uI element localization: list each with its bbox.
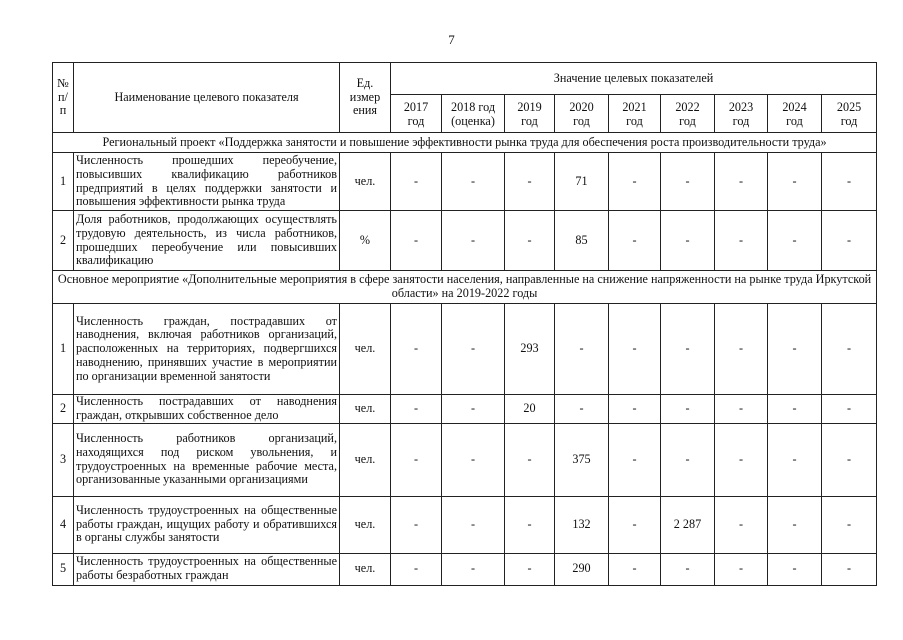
header-year: 2021 bbox=[622, 99, 647, 114]
table-row bbox=[53, 211, 877, 271]
value-cell: - bbox=[661, 395, 715, 424]
header-year-cell bbox=[391, 95, 442, 133]
value-cell: - bbox=[391, 496, 442, 553]
table-header bbox=[53, 63, 877, 133]
value-cell: - bbox=[442, 496, 505, 553]
value-cell: - bbox=[609, 395, 661, 424]
header-year: 2025 bbox=[836, 99, 862, 114]
header-year-sub: год bbox=[626, 113, 643, 128]
value-cell: - bbox=[768, 395, 822, 424]
header-year-sub: год bbox=[573, 113, 590, 128]
page-number: 7 bbox=[448, 32, 455, 47]
value-cell: 290 bbox=[555, 553, 609, 585]
value-cell: - bbox=[442, 304, 505, 395]
header-year-sub: год bbox=[786, 113, 803, 128]
value-cell: 20 bbox=[505, 395, 555, 424]
header-values-group: Значение целевых показателей bbox=[391, 63, 877, 95]
value-cell: - bbox=[391, 304, 442, 395]
value-cell: 293 bbox=[505, 304, 555, 395]
value-cell: - bbox=[505, 423, 555, 496]
value-cell: 71 bbox=[555, 153, 609, 211]
indicator-name: Численность работников организаций, находящихся под риском увольнения, и трудоустроенных на временные рабочие места, организованные указанными организациями bbox=[74, 423, 340, 496]
value-cell: - bbox=[555, 395, 609, 424]
value-cell: - bbox=[609, 423, 661, 496]
value-cell: - bbox=[715, 153, 768, 211]
value-cell: - bbox=[768, 304, 822, 395]
indicator-name: Доля работников, продолжающих осуществлять трудовую деятельность, из числа работников, прошедших переобучение или повысивших квалификацию bbox=[74, 211, 340, 271]
value-cell: - bbox=[391, 211, 442, 271]
header-unit: Ед. измер ения bbox=[340, 63, 391, 133]
header-year: 2019 bbox=[517, 99, 542, 114]
header-year-sub: год bbox=[679, 113, 696, 128]
value-cell: - bbox=[768, 496, 822, 553]
value-cell: 375 bbox=[555, 423, 609, 496]
value-cell: - bbox=[442, 211, 505, 271]
value-cell: - bbox=[768, 153, 822, 211]
row-number: 5 bbox=[53, 553, 74, 585]
value-cell: - bbox=[661, 423, 715, 496]
value-cell: - bbox=[822, 395, 877, 424]
value-cell: - bbox=[661, 553, 715, 585]
table-row bbox=[53, 496, 877, 553]
value-cell: - bbox=[609, 496, 661, 553]
table-row bbox=[53, 395, 877, 424]
value-cell: - bbox=[822, 153, 877, 211]
value-cell: - bbox=[822, 496, 877, 553]
header-year-cell bbox=[505, 95, 555, 133]
indicator-name: Численность пострадавших от наводнения граждан, открывших собственное дело bbox=[74, 395, 340, 424]
header-year-cell bbox=[442, 95, 505, 133]
header-year-cell bbox=[715, 95, 768, 133]
indicator-name: Численность трудоустроенных на общественные работы безработных граждан bbox=[74, 553, 340, 585]
value-cell: 132 bbox=[555, 496, 609, 553]
header-year-sub: (оценка) bbox=[451, 113, 495, 128]
header-year: 2024 bbox=[782, 99, 807, 114]
section-title: Региональный проект «Поддержка занятости и повышение эффективности рынка труда для обеспечения роста производительности труда» bbox=[53, 133, 877, 153]
value-cell: - bbox=[715, 496, 768, 553]
value-cell: - bbox=[505, 153, 555, 211]
header-year: 2017 bbox=[403, 99, 429, 114]
header-year-sub: год bbox=[732, 113, 750, 128]
value-cell: - bbox=[505, 496, 555, 553]
value-cell: - bbox=[391, 395, 442, 424]
indicator-name: Численность прошедших переобучение, повысивших квалификацию работников предприятий в целях поддержки занятости и повышения эффективности рынка труда bbox=[74, 153, 340, 211]
table-row bbox=[53, 304, 877, 395]
header-year-cell bbox=[822, 95, 877, 133]
value-cell: - bbox=[609, 553, 661, 585]
value-cell: - bbox=[715, 211, 768, 271]
value-cell: - bbox=[505, 553, 555, 585]
header-year-cell bbox=[555, 95, 609, 133]
header-year-cell bbox=[661, 95, 715, 133]
section-row bbox=[53, 133, 877, 153]
header-year-cell bbox=[609, 95, 661, 133]
row-number: 4 bbox=[53, 496, 74, 553]
value-cell: - bbox=[505, 211, 555, 271]
value-cell: - bbox=[609, 304, 661, 395]
header-year-sub: год bbox=[840, 113, 858, 128]
table-row bbox=[53, 553, 877, 585]
value-cell: - bbox=[391, 553, 442, 585]
value-cell: - bbox=[442, 395, 505, 424]
table-row bbox=[53, 153, 877, 211]
value-cell: - bbox=[442, 153, 505, 211]
table-body bbox=[53, 133, 877, 586]
header-year-sub: год bbox=[407, 113, 425, 128]
value-cell: - bbox=[442, 553, 505, 585]
indicator-name: Численность граждан, пострадавших от наводнения, включая работников организаций, расположенных на территориях, подвергшихся наводнению, принявших участие в мероприятии по организации временной занятости bbox=[74, 304, 340, 395]
header-year-cell bbox=[768, 95, 822, 133]
unit: чел. bbox=[340, 423, 391, 496]
value-cell: - bbox=[822, 553, 877, 585]
header-year: 2020 bbox=[569, 99, 594, 114]
value-cell: - bbox=[391, 153, 442, 211]
value-cell: - bbox=[661, 211, 715, 271]
unit: чел. bbox=[340, 304, 391, 395]
value-cell: - bbox=[661, 304, 715, 395]
value-cell: - bbox=[715, 395, 768, 424]
row-number: 1 bbox=[53, 153, 74, 211]
row-number: 2 bbox=[53, 395, 74, 424]
row-number: 3 bbox=[53, 423, 74, 496]
value-cell: - bbox=[609, 153, 661, 211]
value-cell: - bbox=[768, 553, 822, 585]
value-cell: - bbox=[768, 211, 822, 271]
header-indicator-name: Наименование целевого показателя bbox=[74, 63, 340, 133]
value-cell: - bbox=[715, 423, 768, 496]
unit: чел. bbox=[340, 153, 391, 211]
value-cell: - bbox=[609, 211, 661, 271]
unit: чел. bbox=[340, 395, 391, 424]
value-cell: - bbox=[822, 304, 877, 395]
value-cell: - bbox=[555, 304, 609, 395]
header-year: 2018 год bbox=[450, 99, 496, 114]
value-cell: - bbox=[822, 423, 877, 496]
indicators-table bbox=[52, 62, 877, 586]
value-cell: - bbox=[715, 304, 768, 395]
value-cell: 2 287 bbox=[661, 496, 715, 553]
row-number: 1 bbox=[53, 304, 74, 395]
value-cell: - bbox=[822, 211, 877, 271]
section-title: Основное мероприятие «Дополнительные мероприятия в сфере занятости населения, направленные на снижение напряженности на рынке труда Иркутской области» на 2019-2022 годы bbox=[53, 271, 877, 304]
header-year: 2023 bbox=[728, 99, 754, 114]
indicator-name: Численность трудоустроенных на общественные работы граждан, ищущих работу и обратившихся в органы службы занятости bbox=[74, 496, 340, 553]
unit: чел. bbox=[340, 496, 391, 553]
header-num: № п/п bbox=[53, 63, 74, 133]
value-cell: - bbox=[661, 153, 715, 211]
header-year-sub: год bbox=[521, 113, 538, 128]
unit: чел. bbox=[340, 553, 391, 585]
value-cell: - bbox=[715, 553, 768, 585]
value-cell: - bbox=[768, 423, 822, 496]
section-row bbox=[53, 271, 877, 304]
value-cell: 85 bbox=[555, 211, 609, 271]
unit: % bbox=[340, 211, 391, 271]
table-row bbox=[53, 423, 877, 496]
row-number: 2 bbox=[53, 211, 74, 271]
header-year: 2022 bbox=[675, 99, 700, 114]
value-cell: - bbox=[442, 423, 505, 496]
value-cell: - bbox=[391, 423, 442, 496]
